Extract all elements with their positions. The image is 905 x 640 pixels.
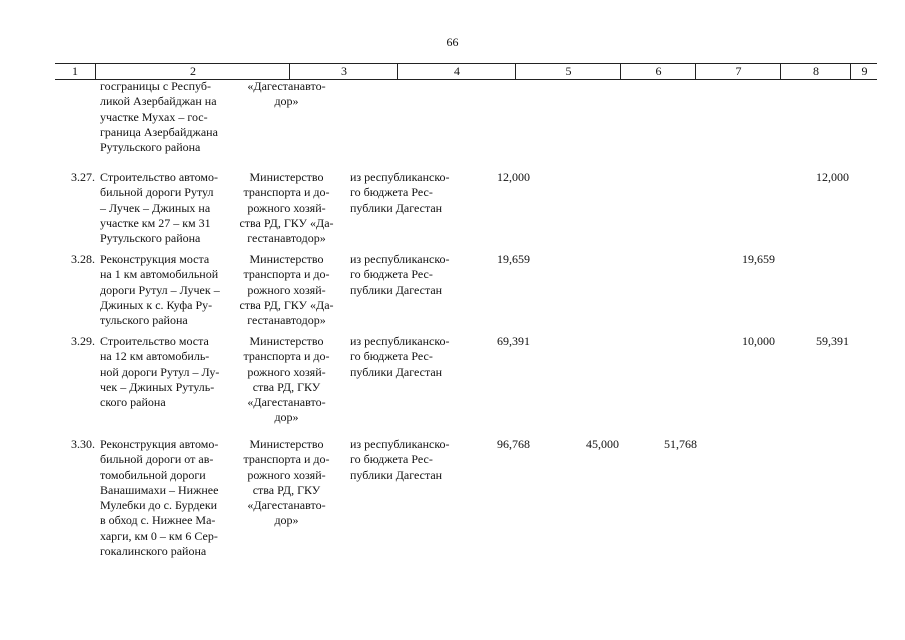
row-object: Реконструкция моста на 1 км автомобильной дороги Рутул – Лучек – Джиных к с. Куфа Ру- тульского района — [100, 252, 220, 328]
row-total: 12,000 — [497, 170, 530, 184]
row-total: 69,391 — [497, 334, 530, 348]
header-col-7: 7 — [695, 64, 781, 79]
row-col-6: 45,000 — [586, 437, 619, 451]
row-col-9: 59,391 — [816, 334, 849, 348]
row-col-8: 10,000 — [742, 334, 775, 348]
row-number: 3.30. — [71, 437, 95, 451]
header-col-9: 9 — [850, 64, 878, 79]
row-executor: Министерство транспорта и до- рожного хозяй- ства РД, ГКУ «Да- гестанавтодор» — [239, 170, 334, 246]
header-col-8: 8 — [780, 64, 851, 79]
header-col-5: 5 — [515, 64, 621, 79]
continuation-object: госграницы с Респуб- ликой Азербайджан на участке Мухах – гос- граница Азербайджана Рутульского района — [100, 79, 218, 155]
page-number: 66 — [446, 35, 459, 49]
row-executor: Министерство транспорта и до- рожного хозяй- ства РД, ГКУ «Дагестанавто- дор» — [243, 334, 330, 425]
header-col-4: 4 — [397, 64, 516, 79]
row-funding-source: из республиканско- го бюджета Рес- публики Дагестан — [350, 252, 450, 297]
row-total: 19,659 — [497, 252, 530, 266]
row-funding-source: из республиканско- го бюджета Рес- публики Дагестан — [350, 437, 450, 482]
continuation-executor: «Дагестанавто- дор» — [247, 79, 326, 109]
table-header — [55, 63, 877, 80]
row-funding-source: из республиканско- го бюджета Рес- публики Дагестан — [350, 334, 450, 379]
row-object: Строительство автомо- бильной дороги Рутул – Лучек – Джиных на участке км 27 – км 31 Рутульского района — [100, 170, 218, 246]
row-object: Реконструкция автомо- бильной дороги от ав- томобильной дороги Ванашимахи – Нижнее Мулебки до с. Бурдеки в обход с. Нижнее Ма- харги, км 0 – км 6 Сер- гокалинского района — [100, 437, 219, 559]
row-number: 3.28. — [71, 252, 95, 266]
header-col-2: 2 — [95, 64, 290, 79]
row-col-7: 51,768 — [664, 437, 697, 451]
row-col-9: 12,000 — [816, 170, 849, 184]
row-total: 96,768 — [497, 437, 530, 451]
row-executor: Министерство транспорта и до- рожного хозяй- ства РД, ГКУ «Дагестанавто- дор» — [243, 437, 330, 528]
header-col-1: 1 — [72, 64, 78, 78]
row-executor: Министерство транспорта и до- рожного хозяй- ства РД, ГКУ «Да- гестанавтодор» — [239, 252, 334, 328]
row-col-8: 19,659 — [742, 252, 775, 266]
header-col-3: 3 — [289, 64, 398, 79]
row-object: Строительство моста на 12 км автомобиль- ной дороги Рутул – Лу- чек – Джиных Рутуль- ского района — [100, 334, 220, 410]
row-number: 3.29. — [71, 334, 95, 348]
header-col-6: 6 — [620, 64, 696, 79]
row-funding-source: из республиканско- го бюджета Рес- публики Дагестан — [350, 170, 450, 215]
row-number: 3.27. — [71, 170, 95, 184]
